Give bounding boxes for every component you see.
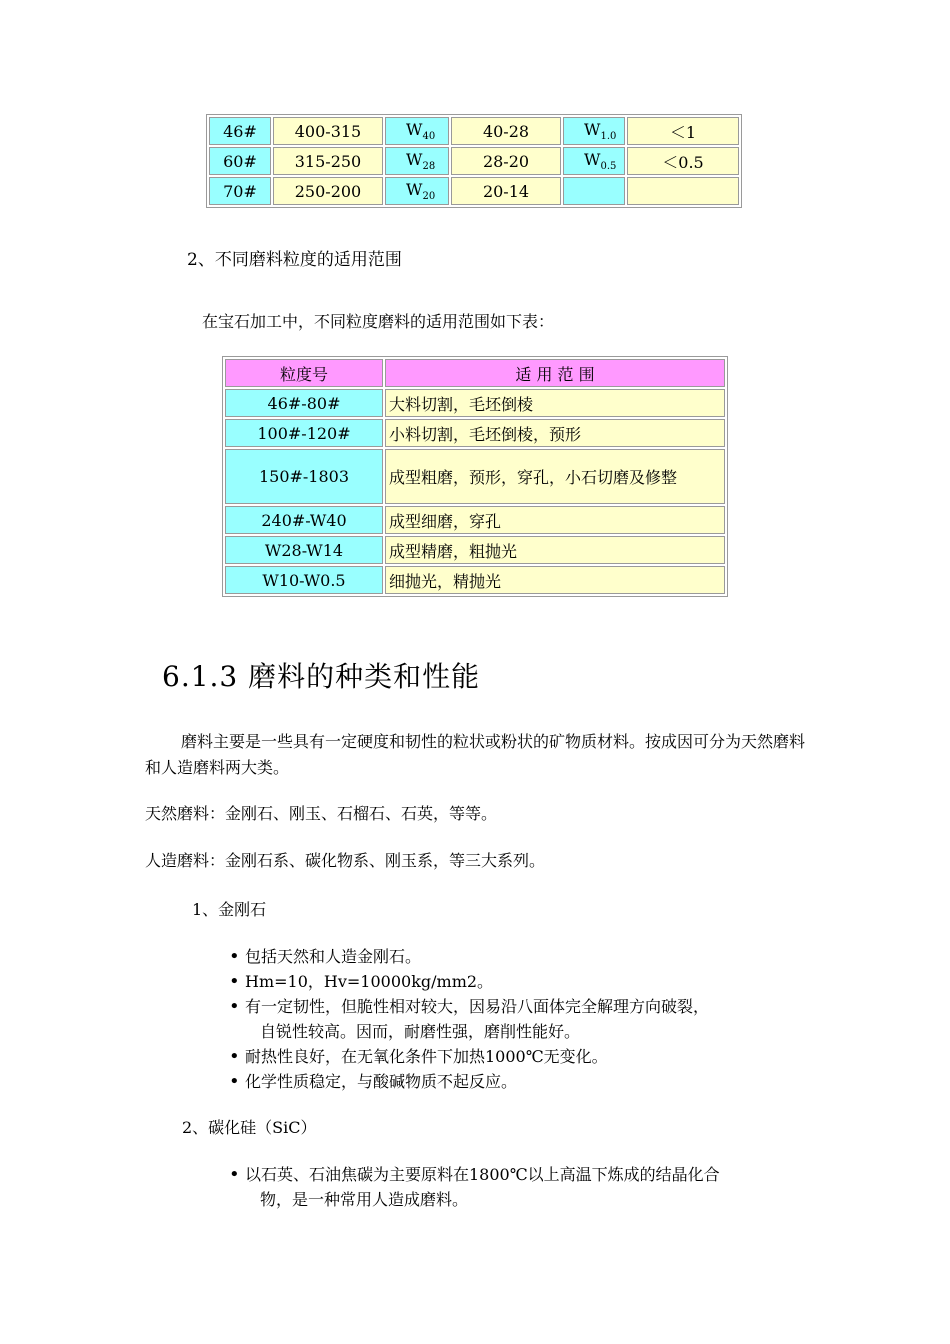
micro-range-cell: ＜0.5 [627, 147, 739, 175]
sic-list [229, 1162, 829, 1212]
sic-heading: 2、碳化硅（SiC） [182, 1118, 317, 1137]
micro-range-cell: ＜1 [627, 117, 739, 145]
size-range-cell: 315-250 [273, 147, 383, 175]
micro-grade-cell: $W_{1.0}$ [563, 117, 625, 145]
grain-number-cell: 46# [209, 117, 271, 145]
list-item: • 包括天然和人造金刚石。 [229, 946, 422, 967]
bullet-icon: • [229, 1046, 240, 1067]
bullet-icon: • [229, 1071, 240, 1092]
micro-range-cell [627, 177, 739, 205]
micro-range-cell: 28-20 [451, 147, 561, 175]
table-row [225, 566, 725, 594]
micro-range-cell: 40-28 [451, 117, 561, 145]
header-grain-number: 粒度号 [225, 359, 383, 387]
section-title-613: 6.1.3 磨料的种类和性能 [162, 660, 481, 693]
usage-cell: 小料切割，毛坯倒棱，预形 [385, 419, 725, 447]
micro-grade-cell: $W_{40}$ [385, 117, 449, 145]
list-item: • 有一定韧性，但脆性相对较大，因易沿八面体完全解理方向破裂， 自锐性较高。因而，耐磨性强，磨削性能好。 [229, 996, 710, 1041]
grain-usage-table-body [225, 359, 725, 594]
micro-grade-cell [563, 177, 625, 205]
artificial-abrasives: 人造磨料：金刚石系、碳化物系、刚玉系，等三大系列。 [145, 851, 546, 870]
grain-number-cell: 60# [209, 147, 271, 175]
usage-cell: 大料切割，毛坯倒棱 [385, 389, 725, 417]
bullet-icon: • [229, 971, 240, 992]
grain-usage-table [222, 356, 728, 597]
grain-size-table [206, 114, 742, 208]
size-range-cell: 250-200 [273, 177, 383, 205]
usage-cell: 成型细磨，穿孔 [385, 506, 725, 534]
table-row [209, 147, 739, 175]
section-intro: 在宝石加工中，不同粒度磨料的适用范围如下表： [202, 312, 555, 331]
table-row [225, 419, 725, 447]
table-row [225, 536, 725, 564]
intro-text: 磨料主要是一些具有一定硬度和韧性的粒状或粉状的矿物质材料。按成因可分为天然磨料和人造磨料两大类。 [145, 732, 806, 777]
grain-number-cell: W10-W0.5 [225, 566, 383, 594]
natural-abrasives: 天然磨料：金刚石、刚玉、石榴石、石英，等等。 [145, 804, 498, 823]
table-row [225, 449, 725, 504]
intro-paragraph [145, 729, 813, 781]
bullet-icon: • [229, 1164, 240, 1185]
table-row [209, 177, 739, 205]
list-item: • Hm=10，Hv=10000kg/mm2。 [229, 971, 494, 992]
grain-size-table-body [209, 117, 739, 205]
diamond-heading: 1、金刚石 [192, 900, 267, 919]
list-item: • 耐热性良好，在无氧化条件下加热1000℃无变化。 [229, 1046, 608, 1067]
section-heading-grain-usage: 2、不同磨料粒度的适用范围 [187, 250, 402, 270]
micro-grade-cell: $W_{28}$ [385, 147, 449, 175]
table-row [225, 389, 725, 417]
grain-number-cell: W28-W14 [225, 536, 383, 564]
diamond-list [229, 944, 829, 1094]
grain-number-cell: 240#-W40 [225, 506, 383, 534]
header-usage-range: 适 用 范 围 [385, 359, 725, 387]
grain-number-cell: 46#-80# [225, 389, 383, 417]
list-item: • 以石英、石油焦碳为主要原料在1800℃以上高温下炼成的结晶化合 物，是一种常用人造成磨料。 [229, 1164, 720, 1209]
usage-cell: 成型精磨，粗抛光 [385, 536, 725, 564]
size-range-cell: 400-315 [273, 117, 383, 145]
list-item: • 化学性质稳定，与酸碱物质不起反应。 [229, 1071, 518, 1092]
grain-number-cell: 150#-1803 [225, 449, 383, 504]
grain-number-cell: 70# [209, 177, 271, 205]
micro-grade-cell: $W_{20}$ [385, 177, 449, 205]
table-header-row [225, 359, 725, 387]
table-row [225, 506, 725, 534]
usage-cell: 细抛光，精抛光 [385, 566, 725, 594]
micro-grade-cell: $W_{0.5}$ [563, 147, 625, 175]
usage-cell: 成型粗磨，预形，穿孔，小石切磨及修整 [385, 449, 725, 504]
table-row [209, 117, 739, 145]
bullet-icon: • [229, 996, 240, 1017]
bullet-icon: • [229, 946, 240, 967]
grain-number-cell: 100#-120# [225, 419, 383, 447]
micro-range-cell: 20-14 [451, 177, 561, 205]
